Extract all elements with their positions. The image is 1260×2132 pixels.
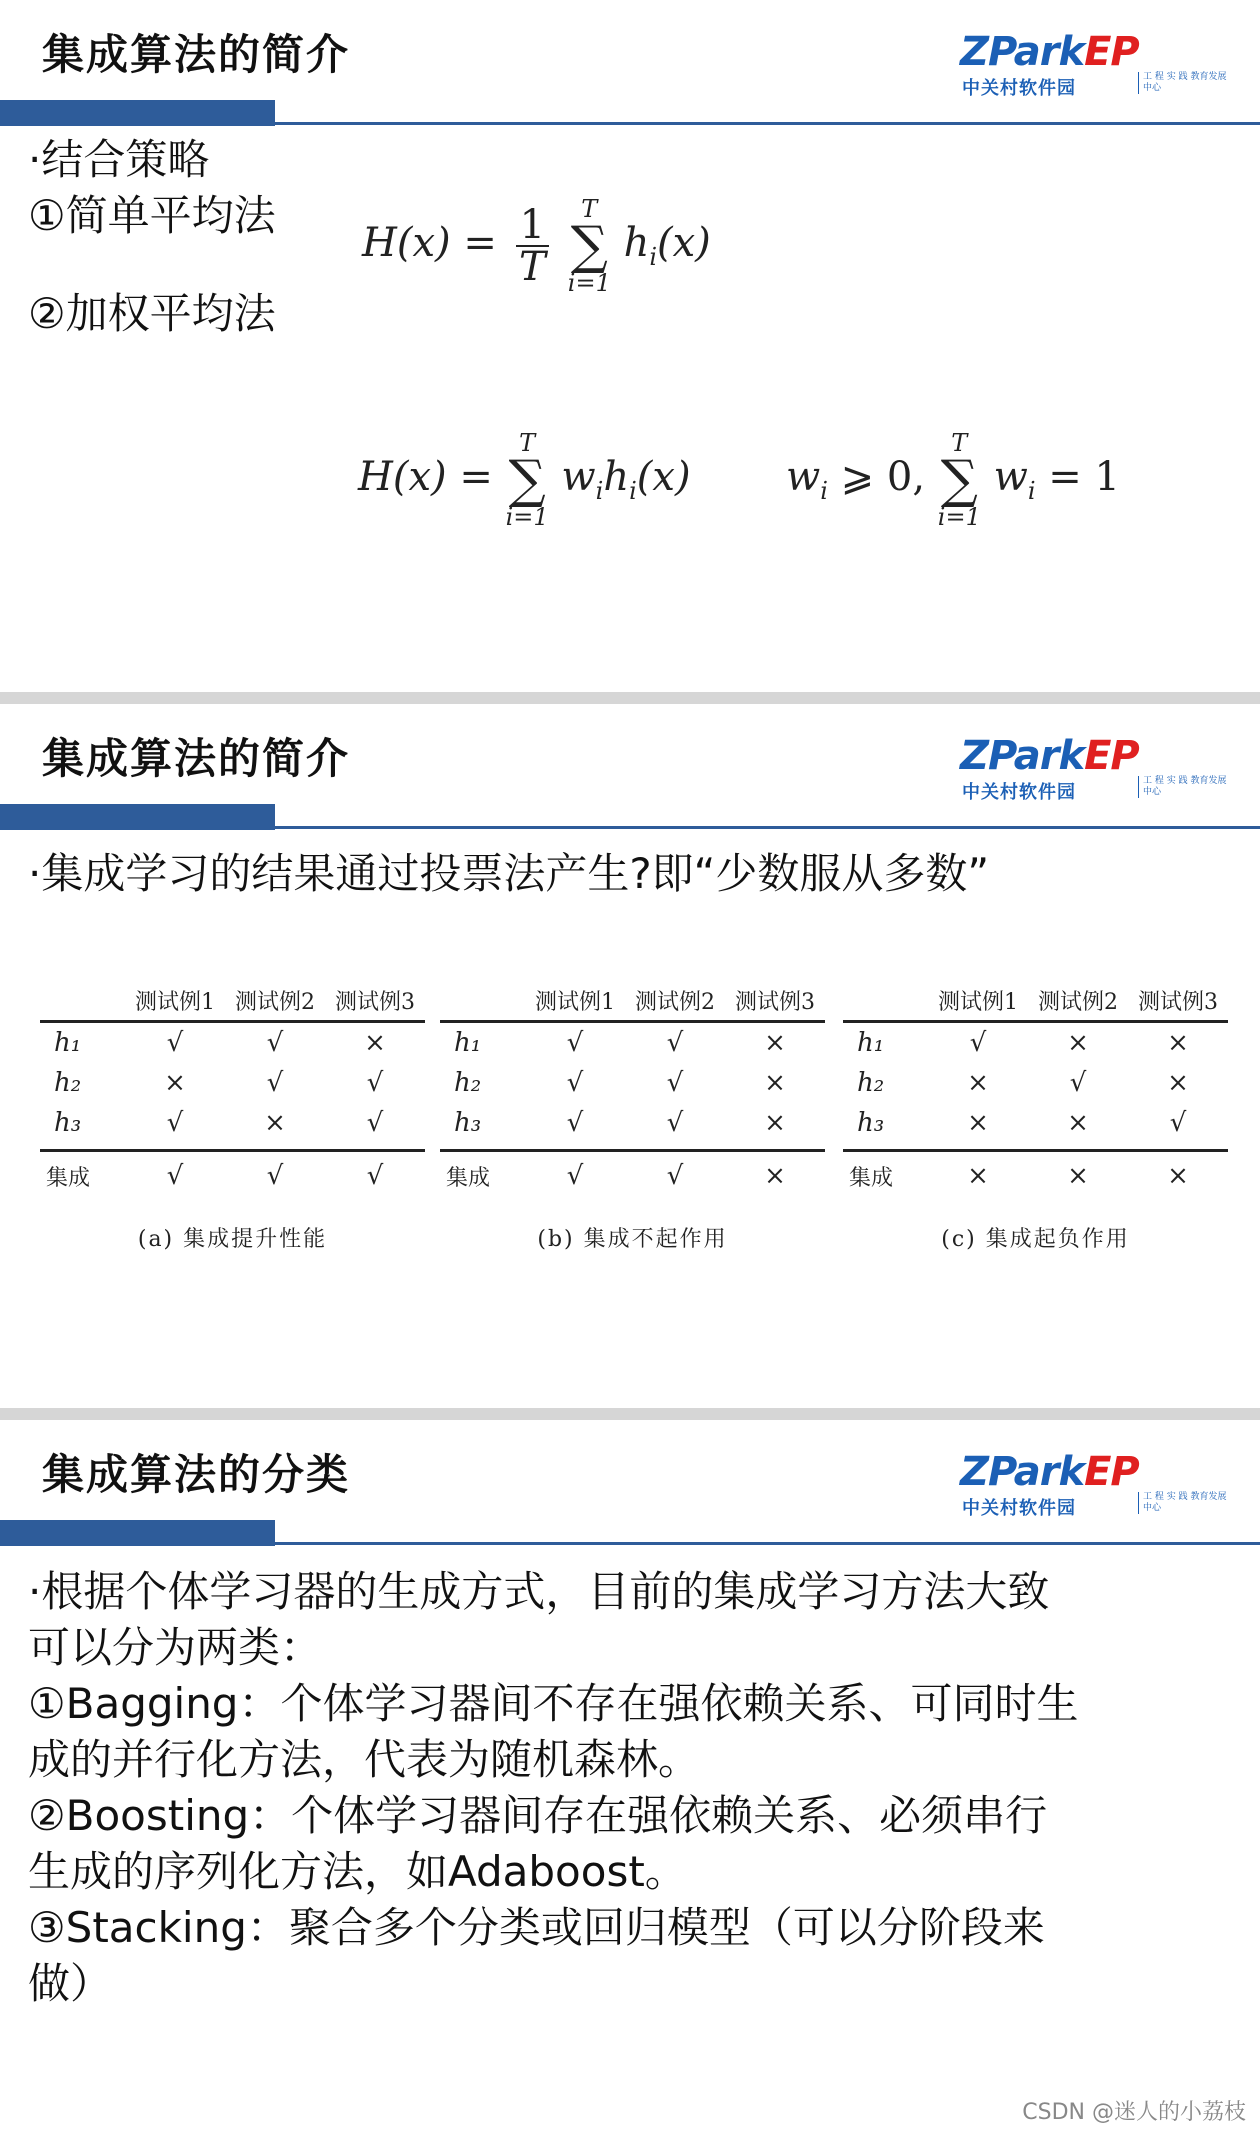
vote-cell: √ <box>566 1161 584 1191</box>
vote-cell: √ <box>366 1068 384 1098</box>
table-caption: (c) 集成起负作用 <box>941 1227 1130 1252</box>
zpark-logo: ZParkEP 中关村软件园 工 程 实 践 教育发展中心 <box>960 29 1227 99</box>
vote-cell: × <box>1167 1161 1189 1191</box>
text-line: ·根据个体学习器的生成方式，目前的集成学习方法大致 <box>28 1567 1050 1616</box>
row-label: 集成 <box>849 1165 894 1191</box>
ensemble-row <box>843 1149 1228 1200</box>
vote-cell: × <box>764 1108 786 1138</box>
table-row <box>843 1063 1228 1103</box>
header-cell: 测试例3 <box>335 990 415 1015</box>
table-row <box>40 1023 425 1063</box>
vote-cell: √ <box>1069 1068 1087 1098</box>
watermark: CSDN @迷人的小荔枝 <box>1022 2100 1246 2125</box>
row-label: h₁ <box>54 1028 82 1058</box>
vote-cell: × <box>967 1161 989 1191</box>
ensemble-row <box>40 1149 425 1200</box>
header-cell: 测试例1 <box>535 990 615 1015</box>
vote-cell: × <box>764 1028 786 1058</box>
text-line: ①Bagging：个体学习器间不存在强依赖关系、可同时生 <box>28 1679 1079 1728</box>
vote-cell: × <box>764 1161 786 1191</box>
vote-cell: × <box>1167 1028 1189 1058</box>
row-label: h₃ <box>54 1108 82 1138</box>
vote-cell: √ <box>266 1028 284 1058</box>
vote-cell: × <box>1067 1108 1089 1138</box>
zpark-logo: ZParkEP 中关村软件园 工 程 实 践 教育发展中心 <box>960 1449 1227 1519</box>
table-row <box>440 1063 825 1103</box>
row-label: h₁ <box>454 1028 482 1058</box>
slide-separator <box>0 1408 1260 1420</box>
header-cell: 测试例2 <box>1038 990 1118 1015</box>
text-line: 做） <box>28 1959 113 2008</box>
table-header <box>843 980 1228 1023</box>
vote-cell: √ <box>666 1161 684 1191</box>
vote-cell: √ <box>666 1108 684 1138</box>
vote-cell: √ <box>366 1108 384 1138</box>
header-bar <box>0 804 275 830</box>
vote-cell: × <box>164 1068 186 1098</box>
header-cell: 测试例2 <box>235 990 315 1015</box>
vote-table-1 <box>40 980 425 1253</box>
row-label: h₃ <box>454 1108 482 1138</box>
header-cell: 测试例1 <box>938 990 1018 1015</box>
bullet-weighted-average: ②加权平均法 <box>28 289 276 338</box>
vote-cell: √ <box>566 1108 584 1138</box>
vote-cell: √ <box>666 1068 684 1098</box>
vote-cell: √ <box>1169 1108 1187 1138</box>
vote-cell: √ <box>566 1068 584 1098</box>
vote-cell: √ <box>566 1028 584 1058</box>
header-line <box>275 826 1260 829</box>
zpark-logo: ZParkEP 中关村软件园 工 程 实 践 教育发展中心 <box>960 733 1227 803</box>
voting-description: ·集成学习的结果通过投票法产生?即“少数服从多数” <box>28 849 990 898</box>
slide-separator <box>0 692 1260 704</box>
ensemble-row <box>440 1149 825 1200</box>
header-cell: 测试例2 <box>635 990 715 1015</box>
row-label: h₂ <box>54 1068 82 1098</box>
bullet-simple-average: ①简单平均法 <box>28 191 276 240</box>
vote-cell: × <box>1167 1068 1189 1098</box>
vote-cell: √ <box>366 1161 384 1191</box>
simple-average-formula: H(x) = $\frac{1}{T}$ T ∑ i=1 $h_i(x)$ <box>362 195 711 297</box>
vote-cell: × <box>264 1108 286 1138</box>
vote-cell: √ <box>266 1161 284 1191</box>
header-cell: 测试例3 <box>1138 990 1218 1015</box>
table-row <box>40 1063 425 1103</box>
vote-cell: × <box>967 1068 989 1098</box>
vote-cell: × <box>967 1108 989 1138</box>
text-line: ③Stacking：聚合多个分类或回归模型（可以分阶段来 <box>28 1903 1045 1952</box>
row-label: 集成 <box>446 1165 491 1191</box>
slide-3 <box>0 1420 1260 2132</box>
vote-table-2 <box>440 980 825 1253</box>
table-row <box>843 1103 1228 1143</box>
table-row <box>440 1103 825 1143</box>
weighted-average-formula: H(x) = T ∑ i=1 $w_ih_i(x)$ $w_i$ ⩾ 0, T ∑ i=1 $w_i = 1$ <box>358 429 1120 531</box>
vote-cell: × <box>1067 1161 1089 1191</box>
text-line: 生成的序列化方法，如Adaboost。 <box>28 1847 687 1896</box>
table-header <box>440 980 825 1023</box>
bullet-strategy: ·结合策略 <box>28 135 210 184</box>
table-caption: (b) 集成不起作用 <box>537 1227 728 1252</box>
table-header <box>40 980 425 1023</box>
vote-cell: × <box>764 1068 786 1098</box>
text-line: ②Boosting：个体学习器间存在强依赖关系、必须串行 <box>28 1791 1048 1840</box>
row-label: 集成 <box>46 1165 91 1191</box>
text-line: 可以分为两类： <box>28 1623 323 1672</box>
row-label: h₁ <box>857 1028 885 1058</box>
header-bar <box>0 100 275 126</box>
vote-cell: √ <box>666 1028 684 1058</box>
table-row <box>843 1023 1228 1063</box>
header-cell: 测试例3 <box>735 990 815 1015</box>
vote-cell: × <box>364 1028 386 1058</box>
header-line <box>275 1542 1260 1545</box>
header-cell: 测试例1 <box>135 990 215 1015</box>
header-line <box>275 122 1260 125</box>
vote-cell: √ <box>166 1161 184 1191</box>
row-label: h₂ <box>454 1068 482 1098</box>
vote-cell: × <box>1067 1028 1089 1058</box>
table-row <box>440 1023 825 1063</box>
slide-title: 集成算法的简介 <box>42 734 351 783</box>
vote-cell: √ <box>166 1108 184 1138</box>
text-line: 成的并行化方法，代表为随机森林。 <box>28 1735 701 1784</box>
slide-1 <box>0 0 1260 692</box>
vote-cell: √ <box>166 1028 184 1058</box>
slide-title: 集成算法的简介 <box>42 30 351 79</box>
row-label: h₂ <box>857 1068 885 1098</box>
vote-cell: √ <box>266 1068 284 1098</box>
vote-table-3 <box>843 980 1228 1253</box>
table-caption: (a) 集成提升性能 <box>137 1227 328 1252</box>
slide-title: 集成算法的分类 <box>42 1450 351 1499</box>
vote-cell: √ <box>969 1028 987 1058</box>
header-bar <box>0 1520 275 1546</box>
row-label: h₃ <box>857 1108 885 1138</box>
table-row <box>40 1103 425 1143</box>
